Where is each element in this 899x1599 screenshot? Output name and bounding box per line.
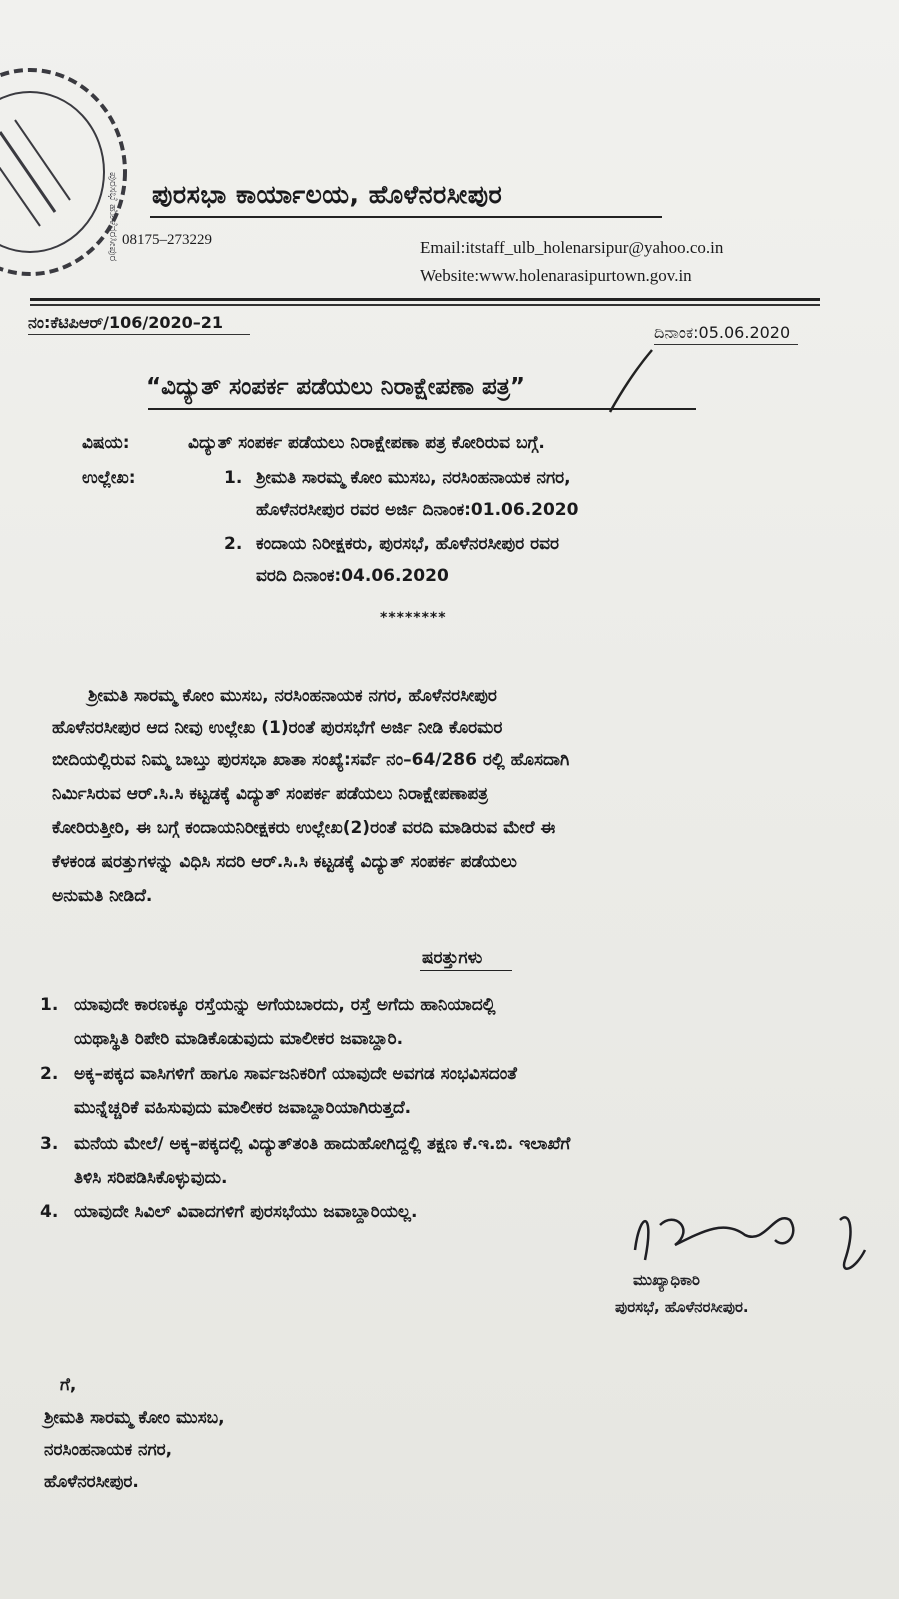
body-line: ನಿರ್ಮಿಸಿರುವ ಆರ್.ಸಿ.ಸಿ ಕಟ್ಟಡಕ್ಕೆ ವಿದ್ಯುತ್ ಸಂಪರ್ಕ ಪಡೆಯಲು ನಿರಾಕ್ಷೇಪಣಾಪತ್ರ <box>52 784 488 804</box>
letter-title: “ವಿದ್ಯುತ್ ಸಂಪರ್ಕ ಪಡೆಯಲು ನಿರಾಕ್ಷೇಪಣಾ ಪತ್ರ” <box>146 374 526 400</box>
office-seal-icon <box>0 62 135 282</box>
condition-line: ಯಥಾಸ್ಥಿತಿ ರಿಪೇರಿ ಮಾಡಿಕೊಡುವುದು ಮಾಲೀಕರ ಜವಾಬ್ದಾರಿ. <box>74 1029 404 1049</box>
header-rule-thick <box>30 298 820 301</box>
recipient-line: ಗೆ, <box>60 1375 77 1395</box>
stamp-line: ಪುರಸಭೆ, ಹೊಳೆನರಸೀಪುರ. <box>615 1298 749 1316</box>
body-line: ಶ್ರೀಮತಿ ಸಾರಮ್ಮ ಕೋಂ ಮುಸಬ, ನರಸಿಂಹನಾಯಕ ನಗರ, ಹೊಳೆನರಸೀಪುರ <box>88 686 497 706</box>
condition-number: 2. <box>40 1064 59 1084</box>
office-name: ಪುರಸಭಾ ಕಾರ್ಯಾಲಯ, ಹೊಳೆನರಸೀಪುರ <box>152 180 503 209</box>
reference-number: ನಂ:ಕೆಟಿಪಿಆರ್/106/2020–21 <box>28 313 224 332</box>
reference-item-line: ವರದಿ ದಿನಾಂಕ:04.06.2020 <box>256 566 449 586</box>
body-line: ಕೆಳಕಂಡ ಷರತ್ತುಗಳನ್ನು ವಿಧಿಸಿ ಸದರಿ ಆರ್.ಸಿ.ಸಿ ಕಟ್ಟಡಕ್ಕೆ ವಿದ್ಯುತ್ ಸಂಪರ್ಕ ಪಡೆಯಲು <box>52 852 517 872</box>
subject-label: ವಿಷಯ: <box>82 433 130 453</box>
reference-number-underline <box>28 334 250 335</box>
condition-line: ಮುನ್ನೆಚ್ಚರಿಕೆ ವಹಿಸುವುದು ಮಾಲೀಕರ ಜವಾಬ್ದಾರಿಯಾಗಿರುತ್ತದೆ. <box>74 1098 412 1118</box>
subject-text: ವಿದ್ಯುತ್ ಸಂಪರ್ಕ ಪಡೆಯಲು ನಿರಾಕ್ಷೇಪಣಾ ಪತ್ರ ಕೋರಿರುವ ಬಗ್ಗೆ. <box>188 433 545 453</box>
reference-item-line: ಕಂದಾಯ ನಿರೀಕ್ಷಕರು, ಪುರಸಭೆ, ಹೊಳೆನರಸೀಪುರ ರವರ <box>256 534 560 554</box>
pen-mark-icon <box>600 346 660 416</box>
condition-line: ಮನೆಯ ಮೇಲೆ/ ಅಕ್ಕ–ಪಕ್ಕದಲ್ಲಿ ವಿದ್ಯುತ್‌ತಂತಿ ಹಾದುಹೋಗಿದ್ದಲ್ಲಿ ತಕ್ಷಣ ಕೆ.ಇ.ಬಿ. ಇಲಾಖೆಗೆ <box>74 1134 571 1154</box>
phone-number: 08175–273229 <box>122 232 212 248</box>
conditions-heading: ಷರತ್ತುಗಳು <box>422 948 483 968</box>
body-line: ಕೋರಿರುತ್ತೀರಿ, ಈ ಬಗ್ಗೆ ಕಂದಾಯನಿರೀಕ್ಷಕರು ಉಲ್ಲೇಖ(2)ರಂತೆ ವರದಿ ಮಾಡಿರುವ ಮೇರೆ ಈ <box>52 818 556 838</box>
header-rule-thin <box>30 304 820 306</box>
office-name-underline <box>150 216 662 218</box>
body-line: ಹೊಳೆನರಸೀಪುರ ಆದ ನೀವು ಉಲ್ಲೇಖ (1)ರಂತೆ ಪುರಸಭೆಗೆ ಅರ್ಜಿ ನೀಡಿ ಕೊರಮರ <box>52 718 503 738</box>
body-line: ಅನುಮತಿ ನೀಡಿದೆ. <box>52 886 153 906</box>
reference-item-line: ಹೊಳೆನರಸೀಪುರ ರವರ ಅರ್ಜಿ ದಿನಾಂಕ:01.06.2020 <box>256 500 579 520</box>
condition-number: 3. <box>40 1134 59 1154</box>
condition-line: ಯಾವುದೇ ಸಿವಿಲ್ ವಿವಾದಗಳಿಗೆ ಪುರಸಭೆಯು ಜವಾಬ್ದಾರಿಯಲ್ಲ. <box>74 1202 418 1222</box>
conditions-heading-underline <box>420 970 512 971</box>
signature-icon <box>615 1190 885 1340</box>
recipient-line: ನರಸಿಂಹನಾಯಕ ನಗರ, <box>44 1440 173 1460</box>
condition-line: ಯಾವುದೇ ಕಾರಣಕ್ಕೂ ರಸ್ತೆಯನ್ನು ಅಗೆಯಬಾರದು, ರಸ್ತೆ ಅಗೆದು ಹಾನಿಯಾದಲ್ಲಿ <box>74 995 496 1015</box>
email-address: Email:itstaff_ulb_holenarsipur@yahoo.co.in <box>420 238 724 257</box>
letter-date: ದಿನಾಂಕ:05.06.2020 <box>654 323 791 342</box>
letter-date-underline <box>654 344 798 345</box>
condition-line: ತಿಳಿಸಿ ಸರಿಪಡಿಸಿಕೊಳ್ಳುವುದು. <box>74 1168 228 1188</box>
condition-number: 4. <box>40 1202 59 1222</box>
references-label: ಉಲ್ಲೇಖ: <box>82 468 136 488</box>
recipient-line: ಶ್ರೀಮತಿ ಸಾರಮ್ಮ ಕೋಂ ಮುಸಬ, <box>44 1408 225 1428</box>
website-address: Website:www.holenarasipurtown.gov.in <box>420 266 692 285</box>
reference-item-number: 2. <box>224 534 243 554</box>
recipient-line: ಹೊಳೆನರಸೀಪುರ. <box>44 1472 139 1492</box>
seal-text: ಪುರಸಭೆ ಹೊಳೆನರಸೀಪುರ <box>107 172 120 262</box>
separator-stars: ******** <box>380 610 447 626</box>
condition-number: 1. <box>40 995 59 1015</box>
condition-line: ಅಕ್ಕ–ಪಕ್ಕದ ವಾಸಿಗಳಿಗೆ ಹಾಗೂ ಸಾರ್ವಜನಿಕರಿಗೆ ಯಾವುದೇ ಅವಗಡ ಸಂಭವಿಸದಂತೆ <box>74 1064 517 1084</box>
reference-item-line: ಶ್ರೀಮತಿ ಸಾರಮ್ಮ ಕೋಂ ಮುಸಬ, ನರಸಿಂಹನಾಯಕ ನಗರ, <box>256 468 571 488</box>
reference-item-number: 1. <box>224 468 243 488</box>
body-line: ಬೀದಿಯಲ್ಲಿರುವ ನಿಮ್ಮ ಬಾಬ್ತು ಪುರಸಭಾ ಖಾತಾ ಸಂಖ್ಯೆ:ಸರ್ವೆ ನಂ–64/286 ರಲ್ಲಿ ಹೊಸದಾಗಿ <box>52 750 570 770</box>
stamp-line: ಮುಖ್ಯಾಧಿಕಾರಿ <box>633 1271 700 1289</box>
